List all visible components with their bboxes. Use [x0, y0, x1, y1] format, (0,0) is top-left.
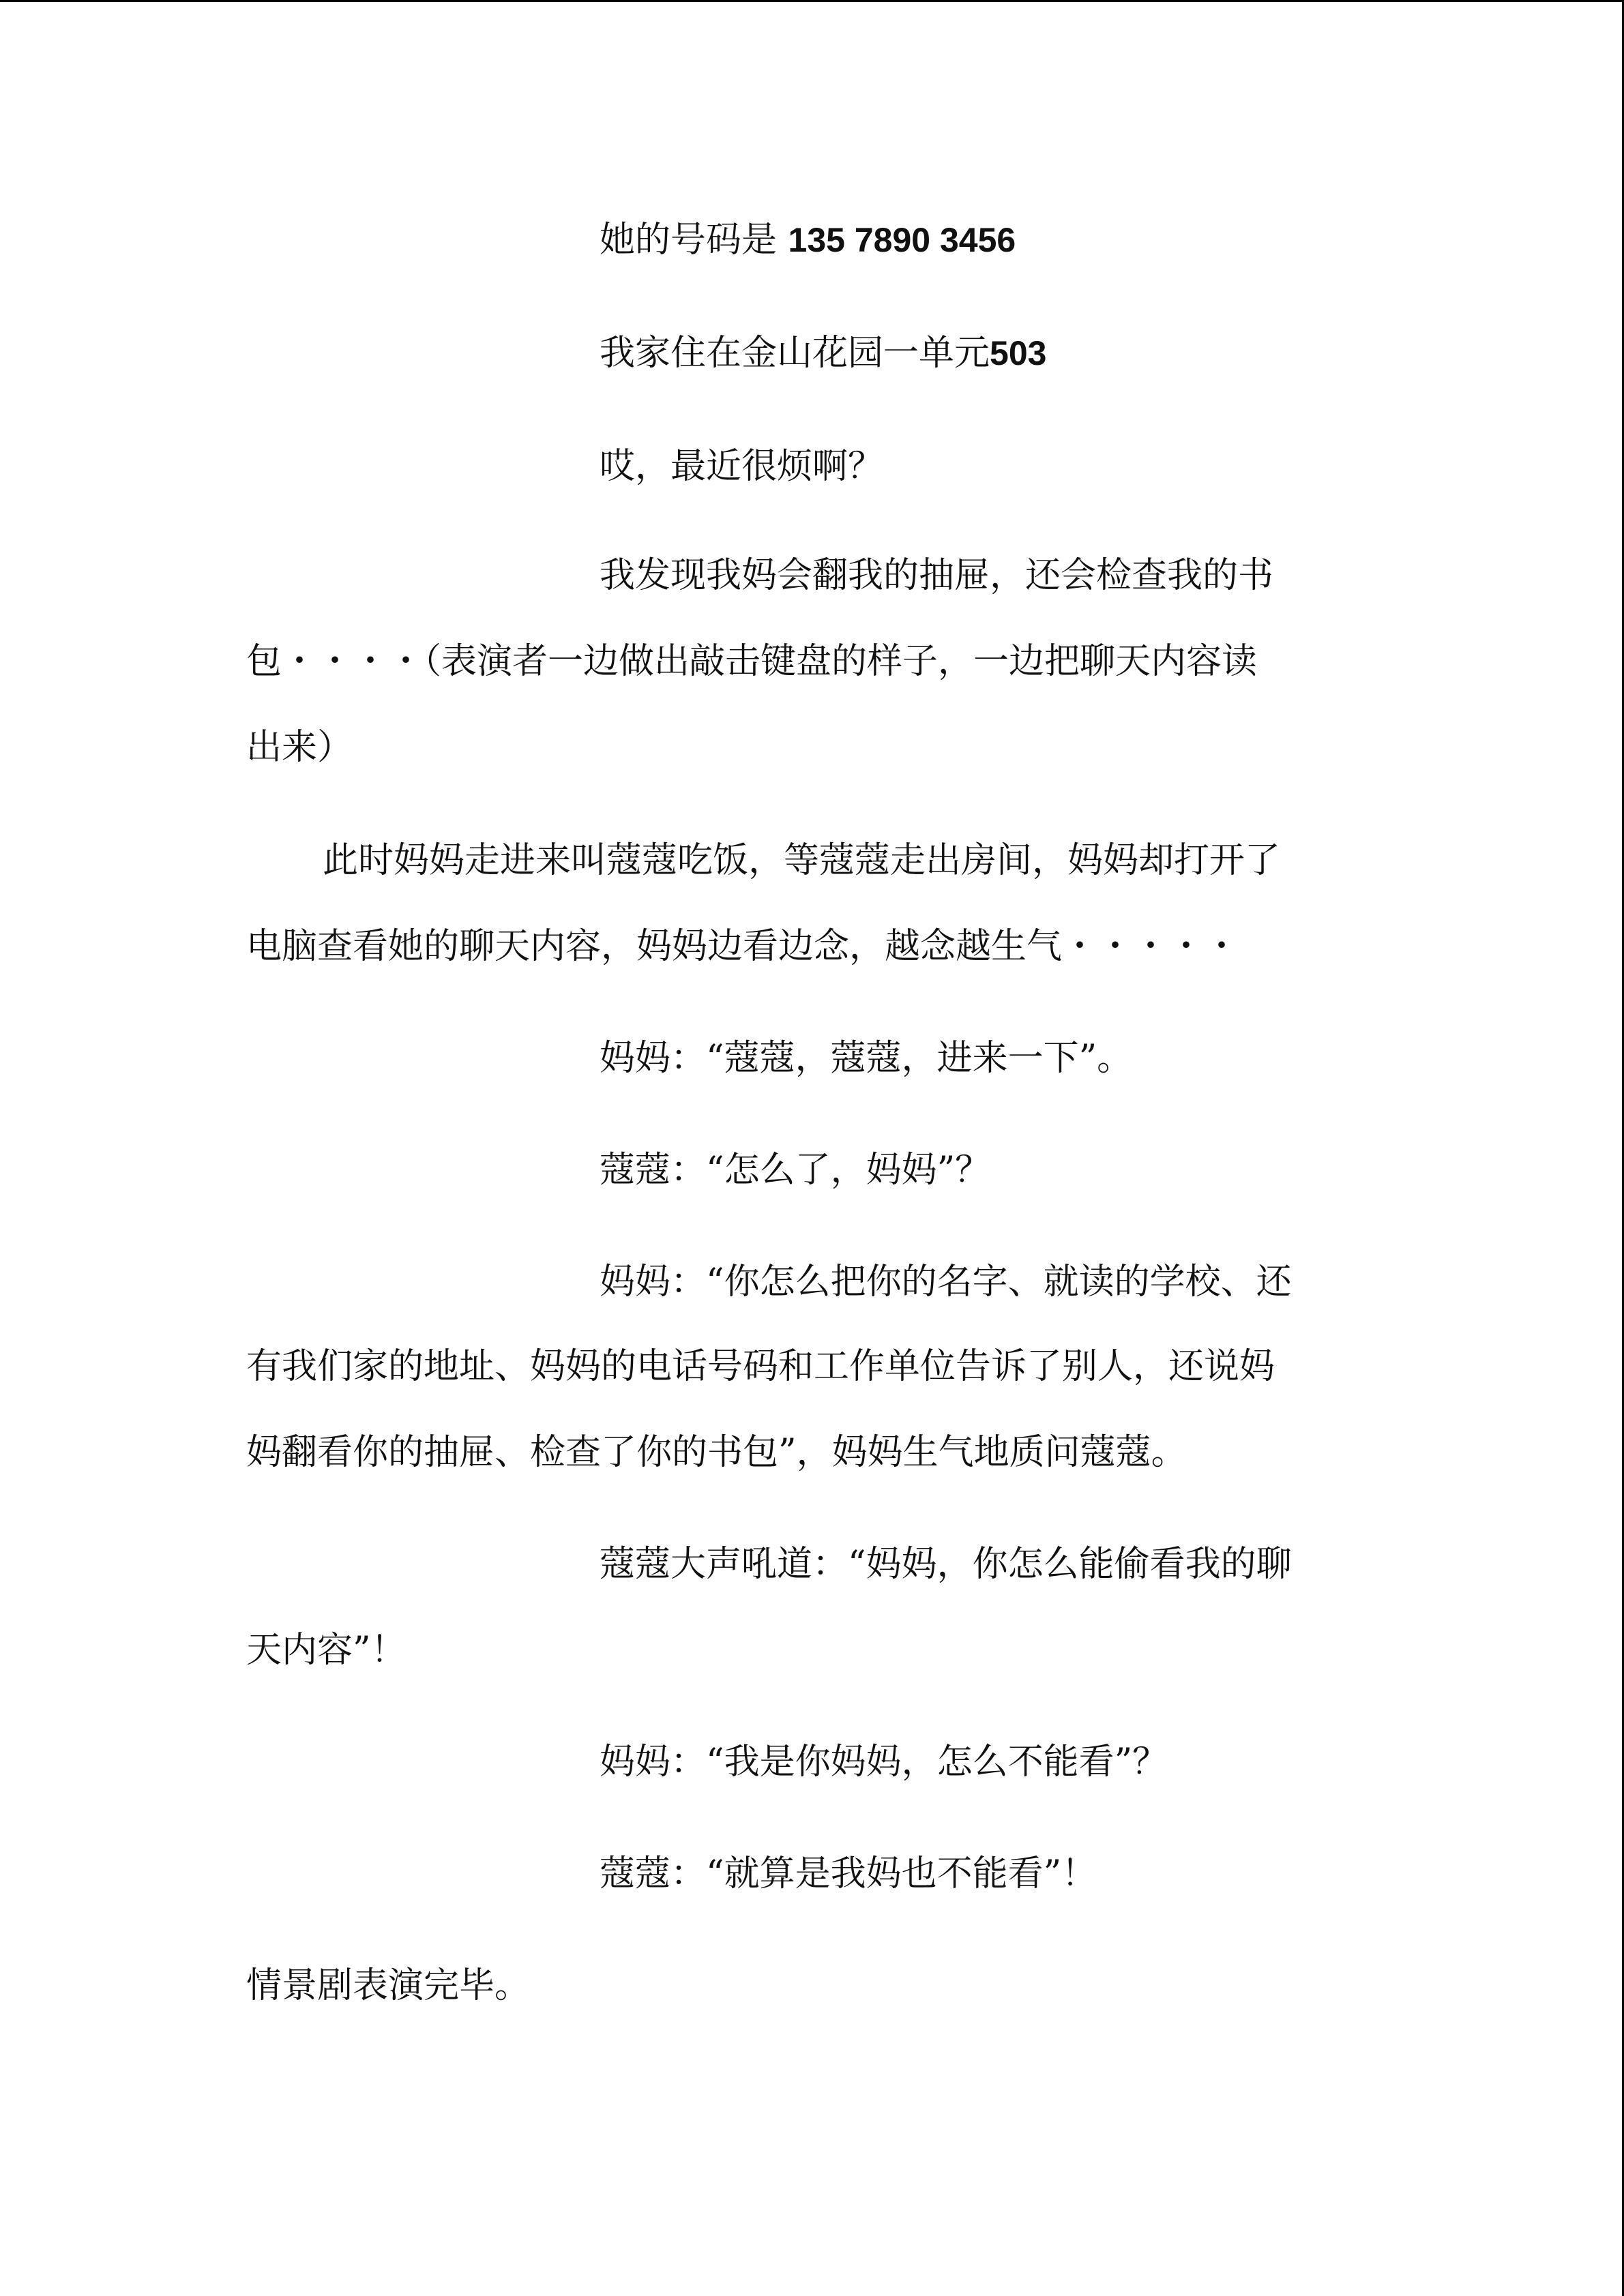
- dialogue-line: 蔻蔻大声吼道：“妈妈，你怎么能偷看我的聊: [600, 1544, 1292, 1585]
- phone-line: [600, 218, 1016, 262]
- address-number: 503: [990, 334, 1047, 372]
- paragraph-line: 电脑查看她的聊天内容，妈妈边看边念，越念越生气・・・・・: [246, 926, 1240, 967]
- address-label: 我家住在金山花园一单元: [600, 333, 990, 374]
- dialogue-line: 天内容”！: [246, 1630, 407, 1671]
- phone-number: 135 7890 3456: [788, 221, 1016, 259]
- text-line: 包・・・・（表演者一边做出敲击键盘的样子，一边把聊天内容读: [246, 641, 1258, 682]
- address-line: [600, 331, 1046, 375]
- dialogue-line: 蔻蔻：“就算是我妈也不能看”！: [600, 1853, 1097, 1894]
- dialogue-line: 蔻蔻：“怎么了，妈妈”？: [600, 1150, 991, 1191]
- dialogue-line: 妈翻看你的抽屉、检查了你的书包”，妈妈生气地质问蔻蔻。: [246, 1432, 1187, 1473]
- paragraph-line: 此时妈妈走进来叫蔻蔻吃饭，等蔻蔻走出房间，妈妈却打开了: [323, 840, 1281, 881]
- text-line: 我发现我妈会翻我的抽屉，还会检查我的书: [600, 555, 1274, 596]
- phone-label: 她的号码是: [600, 220, 778, 260]
- dialogue-line: 有我们家的地址、妈妈的电话号码和工作单位告诉了别人，还说妈: [246, 1346, 1275, 1387]
- dialogue-line: 妈妈：“蔻蔻，蔻蔻，进来一下”。: [600, 1038, 1133, 1079]
- dialogue-line: 妈妈：“你怎么把你的名字、就读的学校、还: [600, 1262, 1292, 1302]
- text-line: 出来）: [246, 727, 353, 768]
- dialogue-line: 妈妈：“我是你妈妈，怎么不能看”？: [600, 1742, 1168, 1783]
- closing-line: 情景剧表演完毕。: [246, 1965, 531, 2006]
- text-line: 哎，最近很烦啊？: [600, 446, 884, 487]
